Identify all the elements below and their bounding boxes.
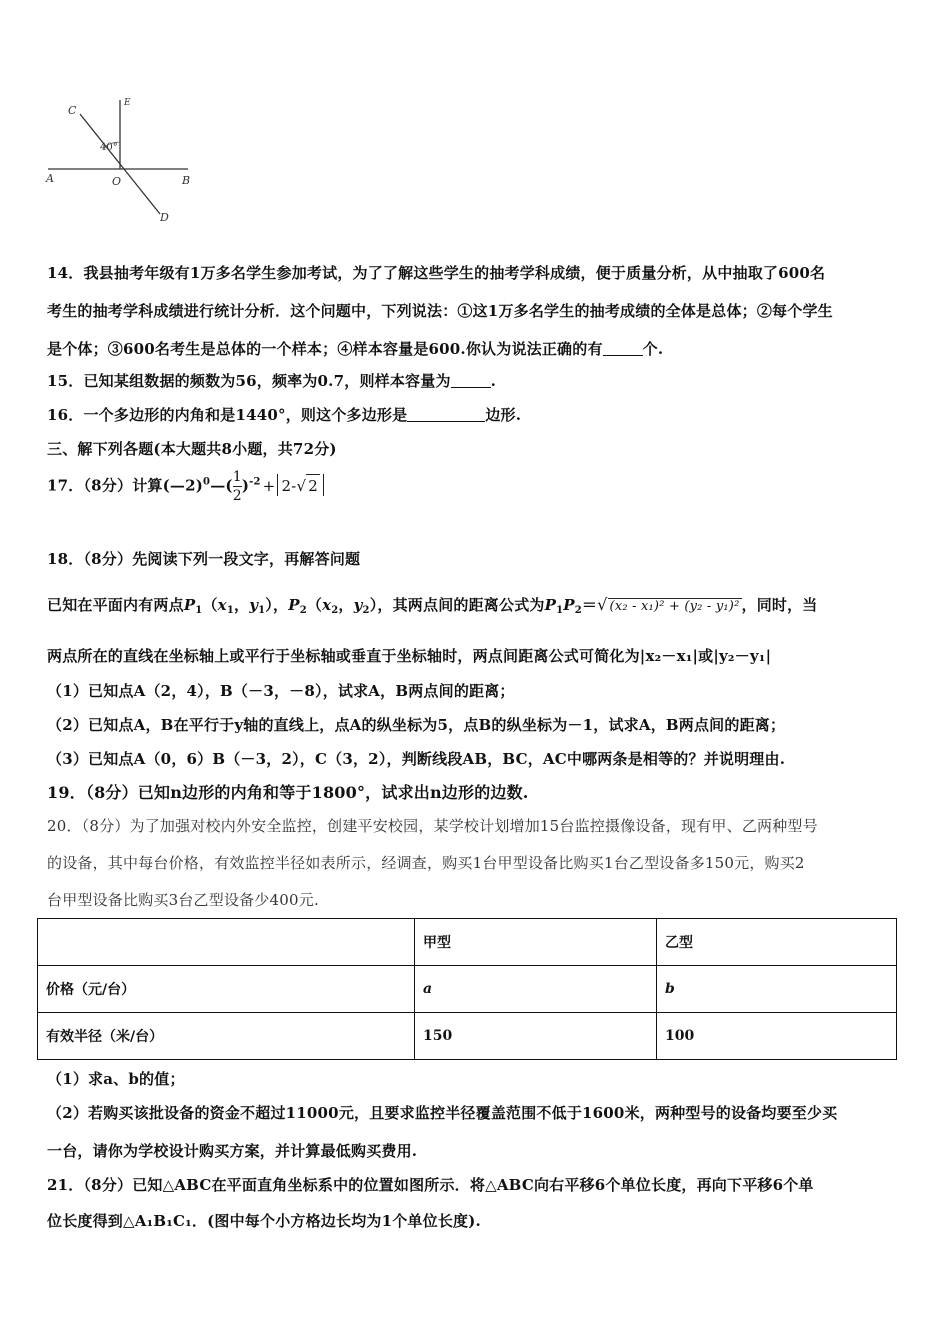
- q18-p1: P: [183, 596, 196, 614]
- q18-y2: y: [353, 596, 363, 614]
- q18-x1: x: [217, 596, 227, 614]
- q18-l1e: （: [306, 596, 323, 614]
- q15-blank[interactable]: [451, 373, 491, 388]
- q18-title: 18．（8分）先阅读下列一段文字，再解答问题: [47, 550, 361, 568]
- q20-line3: 台甲型设备比购买3台乙型设备少400元.: [47, 891, 319, 909]
- section-heading: 三、解下列各题(本大题共8小题，共72分): [47, 440, 337, 458]
- q20-line1: 20．（8分）为了加强对校内外安全监控，创建平安校园，某学校计划增加15台监控摄像设备，现有甲、乙两种型号: [47, 817, 818, 835]
- q18-p1p2-s2: 2: [574, 605, 582, 616]
- table-cell: b: [657, 966, 897, 1013]
- q14-line3: [47, 338, 910, 359]
- table-cell: 有效半径（米/台）: [38, 1013, 415, 1060]
- table-row: [38, 1013, 897, 1060]
- q15-end: .: [490, 372, 497, 390]
- q18-eq: ＝: [581, 596, 598, 614]
- q15-text: 15．已知某组数据的频数为56，频率为0.7，则样本容量为: [47, 372, 451, 390]
- q18-p1p2-s1: 1: [556, 605, 564, 616]
- label-d: D: [160, 211, 169, 224]
- q18-l1d: ），: [265, 596, 289, 614]
- label-b: B: [182, 174, 191, 187]
- equipment-table: [37, 918, 897, 1060]
- q17-root: 2: [306, 474, 320, 497]
- table-cell: 100: [657, 1013, 897, 1060]
- q17-lead: 17．（8分）计算(—2): [47, 476, 204, 495]
- table-header-cell: 乙型: [657, 919, 897, 966]
- label-a: A: [46, 172, 54, 185]
- q14-text: 是个体；③600名考生是总体的一个样本；④样本容量是600.你认为说法正确的有: [47, 340, 603, 358]
- q18-line2: 两点所在的直线在坐标轴上或平行于坐标轴或垂直于坐标轴时，两点间距离公式可简化为|x₂－x₁|或|y₂－y₁|: [47, 647, 772, 665]
- q18-l1c: ，: [234, 596, 250, 614]
- q17-num: 1: [232, 469, 242, 485]
- q19: 19．（8分）已知n边形的内角和等于1800°，试求出n边形的边数.: [47, 783, 529, 802]
- q17-minus: —(: [210, 476, 233, 495]
- q18-y2-sub: 2: [362, 605, 370, 616]
- q18-l1a: 已知在平面内有两点: [47, 596, 184, 614]
- q18-p1p2-b: P: [563, 596, 575, 614]
- angle-figure: [40, 92, 210, 227]
- q18-l1g: ），其两点间的距离公式为: [369, 596, 545, 614]
- q14-end: 个.: [642, 340, 664, 358]
- q20-part2b: 一台，请你为学校设计购买方案，并计算最低购买费用.: [47, 1142, 418, 1160]
- q18-part2: （2）已知点A，B在平行于y轴的直线上，点A的纵坐标为5，点B的纵坐标为－1，试求A，B两点间的距离；: [47, 716, 786, 734]
- q20-part1: （1）求a、b的值；: [47, 1070, 185, 1088]
- q17-plus: +: [262, 476, 276, 495]
- q18-x2: x: [322, 596, 332, 614]
- q18-y1-sub: 1: [258, 605, 266, 616]
- q21-line2: 位长度得到△A₁B₁C₁．(图中每个小方格边长均为1个单位长度).: [47, 1212, 481, 1230]
- label-e: E: [124, 98, 131, 108]
- q14-line1: 14．我县抽考年级有1万多名学生参加考试，为了了解这些学生的抽考学科成绩，便于质量分析，从中抽取了600名: [47, 264, 826, 282]
- table-cell: a: [415, 966, 657, 1013]
- q18-l1f: ，: [338, 596, 354, 614]
- label-c: C: [68, 104, 77, 117]
- table-cell: 150: [415, 1013, 657, 1060]
- q18-l1h: ，同时，当: [741, 596, 818, 614]
- q16-blank[interactable]: [407, 407, 485, 422]
- q18-p2: P: [288, 596, 300, 614]
- q18-x1-sub: 1: [226, 605, 234, 616]
- table-header-cell: 甲型: [415, 919, 657, 966]
- q17-close: ): [241, 476, 250, 495]
- table-row: [38, 966, 897, 1013]
- q18-p2-sub: 2: [299, 605, 307, 616]
- q17-den: 2: [232, 488, 242, 504]
- q14-line2: 考生的抽考学科成绩进行统计分析．这个问题中，下列说法：①这1万多名学生的抽考成绩的全体是总体；②每个学生: [47, 302, 833, 320]
- label-angle: 40°: [100, 142, 118, 153]
- q16-end: 边形.: [485, 406, 522, 424]
- q18-part1: （1）已知点A（2，4），B（－3，－8），试求A，B两点间的距离；: [47, 682, 515, 700]
- q18-line1: 已知在平面内有两点$P_1(x_1$，$y_1$），$P_2(x_2$，$y_2$），其两点间的距离公式为$P_1P_2=√$ (x₂ - x₁)² + (y₂ - y₁)² ，同时，当: [47, 595, 818, 616]
- q18-x2-sub: 2: [331, 605, 339, 616]
- q20-part2a: （2）若购买该批设备的资金不超过11000元，且要求监控半径覆盖范围不低于1600米，两种型号的设备均要至少买: [47, 1104, 838, 1122]
- q16-text: 16．一个多边形的内角和是1440°，则这个多边形是: [47, 406, 408, 424]
- q15: [47, 370, 910, 391]
- q18-formula: (x₂ - x₁)² + (y₂ - y₁)²: [609, 599, 740, 614]
- q17-abs-lead: 2-: [281, 476, 297, 495]
- q16: [47, 404, 910, 425]
- q18-part3: （3）已知点A（0，6）B（－3，2），C（3，2），判断线段AB，BC，AC中哪两条是相等的？并说明理由.: [47, 750, 786, 768]
- q18-p1-sub: 1: [195, 605, 203, 616]
- q17-abs: 2-√ 2: [277, 474, 324, 496]
- q21-line1: 21．（8分）已知△ABC在平面直角坐标系中的位置如图所示．将△ABC向右平移6个单位长度，再向下平移6个单: [47, 1176, 814, 1194]
- table-row: [38, 919, 897, 966]
- table-cell: 价格（元/台）: [38, 966, 415, 1013]
- q17-power-neg2: -2: [249, 476, 261, 488]
- q18-y1: y: [249, 596, 259, 614]
- q18-p1p2-a: P: [544, 596, 557, 614]
- q18-l1b: （: [202, 596, 218, 614]
- q17: [47, 468, 910, 505]
- q17-power0: 0: [203, 476, 211, 488]
- table-cell: [38, 919, 415, 966]
- q17-fraction: [233, 468, 242, 505]
- q20-line2: 的设备，其中每台价格，有效监控半径如表所示，经调查，购买1台甲型设备比购买1台乙型设备多150元，购买2: [47, 854, 805, 872]
- q14-blank[interactable]: [603, 341, 643, 356]
- label-o: O: [112, 175, 122, 188]
